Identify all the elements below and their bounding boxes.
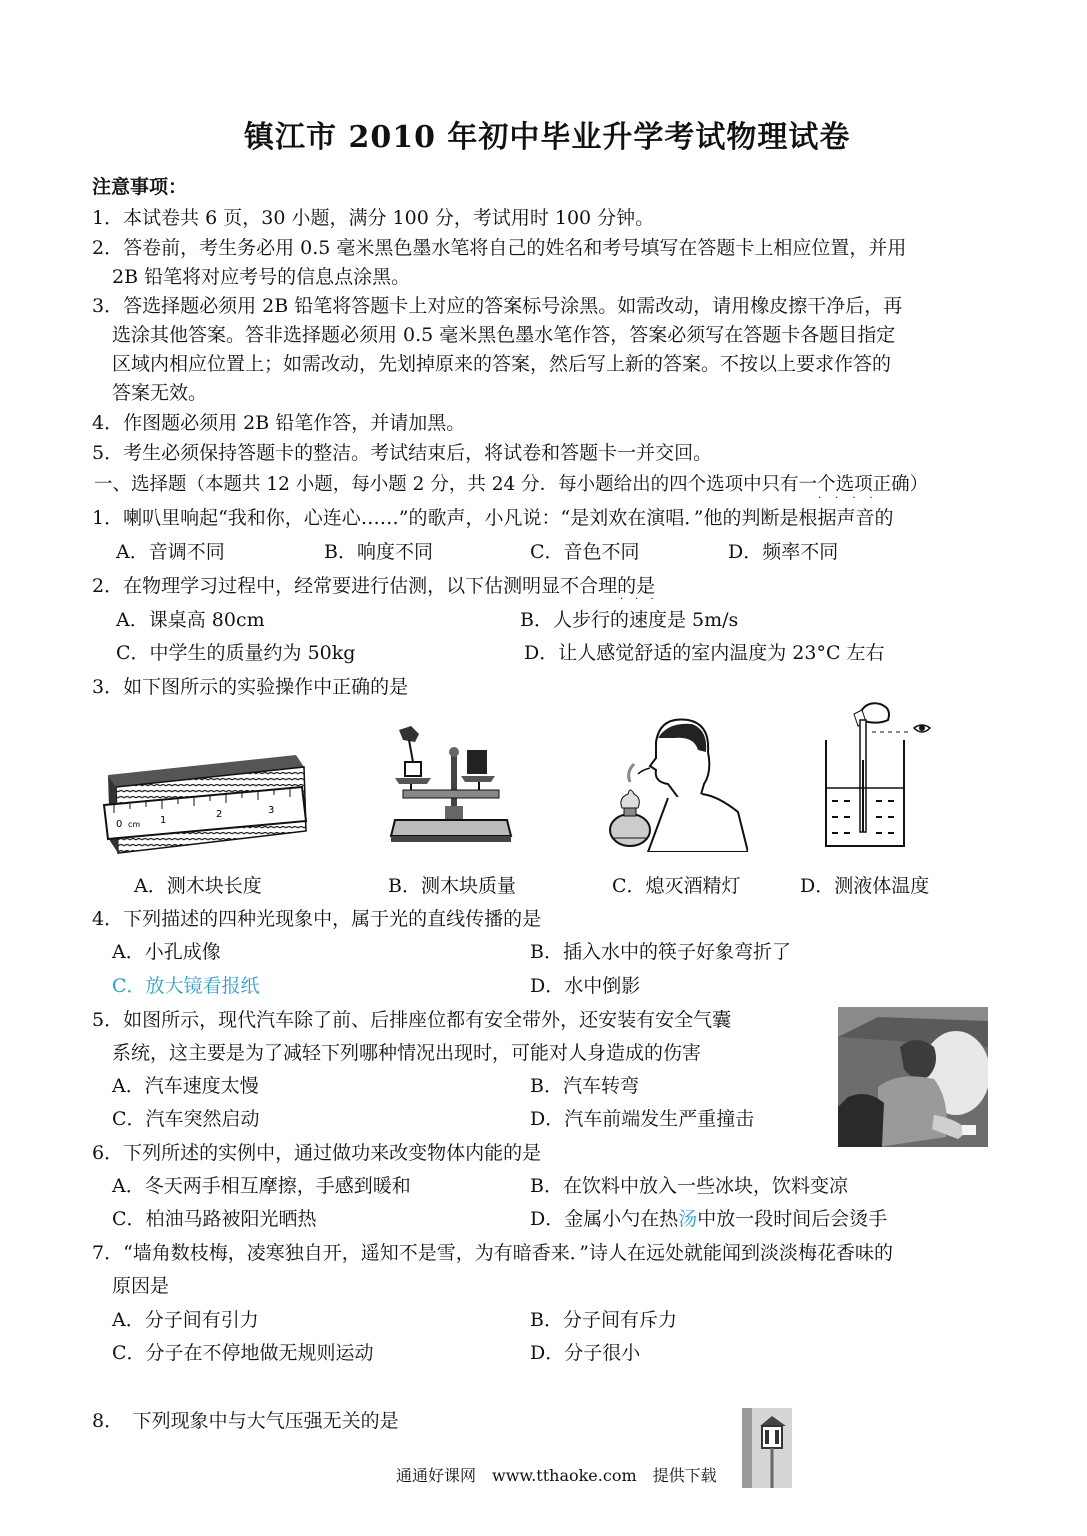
notice-item: 2B 铅笔将对应考号的信息点涂黑。 — [112, 266, 411, 288]
q1-option-d: D．频率不同 — [728, 541, 839, 563]
notice-heading: 注意事项： — [92, 176, 188, 198]
q5-stem: 5．如图所示，现代汽车除了前、后排座位都有安全带外，还安装有安全气囊 — [92, 1009, 732, 1031]
q5-option-c: C．汽车突然启动 — [112, 1108, 260, 1130]
q6-option-d-text-end: 中放一段时间后会烫手 — [697, 1208, 888, 1230]
q6-option-d-text: D．金属小勺在热 — [530, 1208, 679, 1230]
figure-thermometer-beaker — [818, 700, 958, 852]
q7-option-a: A．分子间有引力 — [112, 1309, 259, 1331]
figure-alcohol-lamp — [608, 712, 748, 852]
q3-option-b: B．测木块质量 — [388, 875, 516, 897]
ruler-label-3: 3 — [268, 805, 275, 816]
q7-option-d: D．分子很小 — [530, 1342, 641, 1364]
q2-stem: 2．在物理学习过程中，经常要进行估测，以下估测明显不合理的是 — [92, 575, 656, 597]
q6-stem: 6．下列所述的实例中，通过做功来改变物体内能的是 — [92, 1142, 542, 1164]
section-heading: 一、选择题（本题共 12 小题，每小题 2 分，共 24 分．每小题给出的四个选项中只有一个选项正确） — [94, 474, 929, 495]
q5-stem-cont: 系统，这主要是为了减轻下列哪种情况出现时，可能对人身造成的伤害 — [112, 1042, 702, 1064]
q5-option-b: B．汽车转弯 — [530, 1075, 639, 1097]
figure-airbag-photo — [838, 1007, 988, 1147]
notice-item: 2．答卷前，考生务必用 0.5 毫米黑色墨水笔将自己的姓名和考号填写在答题卡上相应位置，并用 — [92, 237, 907, 259]
q7-option-c: C．分子在不停地做无规则运动 — [112, 1342, 374, 1364]
q4-option-b: B．插入水中的筷子好象弯折了 — [530, 941, 791, 963]
q2-option-c: C．中学生的质量约为 50kg — [116, 642, 356, 664]
q2-option-d: D．让人感觉舒适的室内温度为 23°C 左右 — [524, 642, 885, 664]
q4-option-d: D．水中倒影 — [530, 975, 641, 997]
q1-option-c: C．音色不同 — [530, 541, 640, 563]
notice-item: 3．答选择题必须用 2B 铅笔将答题卡上对应的答案标号涂黑。如需改动，请用橡皮擦干净后，再 — [92, 295, 903, 317]
page-footer: 通通好课网 www.tthaoke.com 提供下载 — [396, 1466, 717, 1485]
q4-option-a: A．小孔成像 — [112, 941, 221, 963]
figure-q8-partial — [742, 1408, 792, 1488]
q2-option-b: B．人步行的速度是 5m/s — [520, 609, 739, 631]
emphasis-dots: ··· — [620, 594, 666, 605]
notice-item: 选涂其他答案。答非选择题必须用 0.5 毫米黑色墨水笔作答，答案必须写在答题卡各题目指定 — [112, 324, 896, 346]
q3-option-c: C．熄灭酒精灯 — [612, 875, 741, 897]
q3-stem: 3．如下图所示的实验操作中正确的是 — [92, 676, 409, 698]
q1-option-a: A．音调不同 — [116, 541, 225, 563]
notice-item: 答案无效。 — [112, 382, 208, 404]
ruler-label-cm: cm — [128, 820, 141, 829]
q8-stem: 8． 下列现象中与大气压强无关的是 — [92, 1410, 399, 1432]
figure-balance-scale — [385, 720, 515, 845]
q7-stem: 7．“墙角数枝梅，凌寒独自开，遥知不是雪，为有暗香来．”诗人在远处就能闻到淡淡梅花香味的 — [92, 1242, 894, 1264]
ruler-label-2: 2 — [216, 809, 223, 820]
q3-option-d: D．测液体温度 — [800, 875, 930, 897]
q6-option-b: B．在饮料中放入一些冰块，饮料变凉 — [530, 1175, 848, 1197]
q6-option-a: A．冬天两手相互摩擦，手感到暖和 — [112, 1175, 411, 1197]
notice-item: 区域内相应位置上；如需改动，先划掉原来的答案，然后写上新的答案。不按以上要求作答的 — [112, 353, 892, 375]
q5-option-a: A．汽车速度太慢 — [112, 1075, 259, 1097]
notice-item: 4．作图题必须用 2B 铅笔作答，并请加黑。 — [92, 412, 466, 434]
q3-option-a: A．测木块长度 — [134, 875, 262, 897]
ruler-label-0: 0 — [116, 819, 123, 830]
q6-option-c: C．柏油马路被阳光晒热 — [112, 1208, 317, 1230]
ruler-label-1: 1 — [160, 815, 167, 826]
q2-option-a: A．课桌高 80cm — [116, 609, 265, 631]
q7-option-b: B．分子间有斥力 — [530, 1309, 677, 1331]
q4-stem: 4．下列描述的四种光现象中，属于光的直线传播的是 — [92, 908, 542, 930]
q4-option-c: C．放大镜看报纸 — [112, 975, 260, 997]
page-title: 镇江市 2010 年初中毕业升学考试物理试卷 — [244, 120, 851, 155]
q7-stem-cont: 原因是 — [112, 1275, 170, 1297]
q1-stem: 1．喇叭里响起“我和你，心连心……”的歌声，小凡说：“是刘欢在演唱．”他的判断是根据声音的 — [92, 507, 894, 529]
emphasis-dots: ···· — [818, 493, 887, 504]
notice-item: 1．本试卷共 6 页，30 小题，满分 100 分，考试用时 100 分钟。 — [92, 207, 655, 229]
q6-option-d — [530, 1204, 887, 1231]
q5-option-d: D．汽车前端发生严重撞击 — [530, 1108, 755, 1130]
q6-option-d-highlight: 汤 — [678, 1208, 698, 1230]
notice-item: 5．考生必须保持答题卡的整洁。考试结束后，将试卷和答题卡一并交回。 — [92, 442, 713, 464]
figure-ruler-wood-block — [100, 735, 312, 855]
q1-option-b: B．响度不同 — [324, 541, 433, 563]
